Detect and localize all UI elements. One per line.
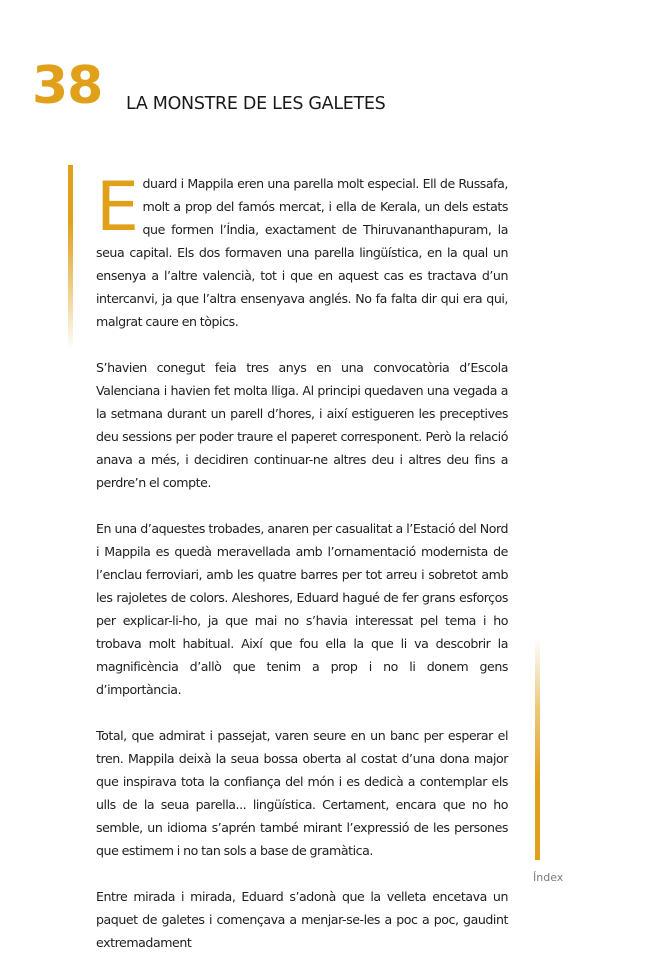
story-body bbox=[96, 168, 508, 954]
paragraph-1 bbox=[96, 168, 508, 333]
drop-cap: E bbox=[96, 168, 139, 247]
chapter-title: LA MONSTRE DE LES GALETES bbox=[126, 94, 386, 114]
paragraph-3: En una d’aquestes trobades, anaren per casualitat a l’Estació del Nord i Mappila es quedà meravellada amb l’ornamentació modernista de l’enclau ferroviari, amb les quatre barres per tot arreu i sobretot amb les rajoletes de colors. Aleshores, Eduard hagué de fer grans esforços per explicar-li-ho, ja que mai no s’havia interessat pel tema i ho trobava molt habitual. Així que fou ella la que li va descobrir la magnificència d’allò que tenim a prop i no li donem gens d’importància. bbox=[96, 521, 508, 697]
right-accent-bar bbox=[535, 638, 540, 860]
paragraph-4: Total, que admirat i passejat, varen seure en un banc per esperar el tren. Mappila deixà la seua bossa oberta al costat d’una dona major que inspirava tota la confiança del món i es dedicà a contemplar els ulls de la seua parella... lingüística. Certament, encara que no ho semble, un idioma s’aprén també mirant l’expressió de les persones que estimem i no tan sols a base de gramàtica. bbox=[96, 728, 508, 858]
paragraph-1-text: duard i Mappila eren una parella molt especial. Ell de Russafa, molt a prop del famós mercat, i ella de Kerala, un dels estats que formen l’Índia, exactament de Thiruvananthapuram, la seua capital. Els dos formaven una parella lingüística, en la qual un ensenya a l’altre valencià, tot i que en aquest cas es tractava d’un intercanvi, ja que l’altra ensenyava anglés. No fa falta dir qui era qui, malgrat caure en tòpics. bbox=[96, 176, 508, 329]
paragraph-2: S’havien conegut feia tres anys en una convocatòria d’Escola Valenciana i havien fet molta lliga. Al principi quedaven una vegada a la setmana durant un parell d’hores, i així estigueren les preceptives deu sessions per poder traure el paperet corresponent. Però la relació anava a més, i decidiren continuar-ne altres deu i altres deu fins a perdre’n el compte. bbox=[96, 360, 508, 490]
index-link[interactable]: Índex bbox=[533, 871, 564, 884]
paragraph-5: Entre mirada i mirada, Eduard s’adonà que la velleta encetava un paquet de galetes i començava a menjar-se-les a poc a poc, gaudint extremadament bbox=[96, 889, 508, 950]
left-accent-bar bbox=[68, 165, 73, 350]
chapter-number: 38 bbox=[32, 56, 103, 116]
